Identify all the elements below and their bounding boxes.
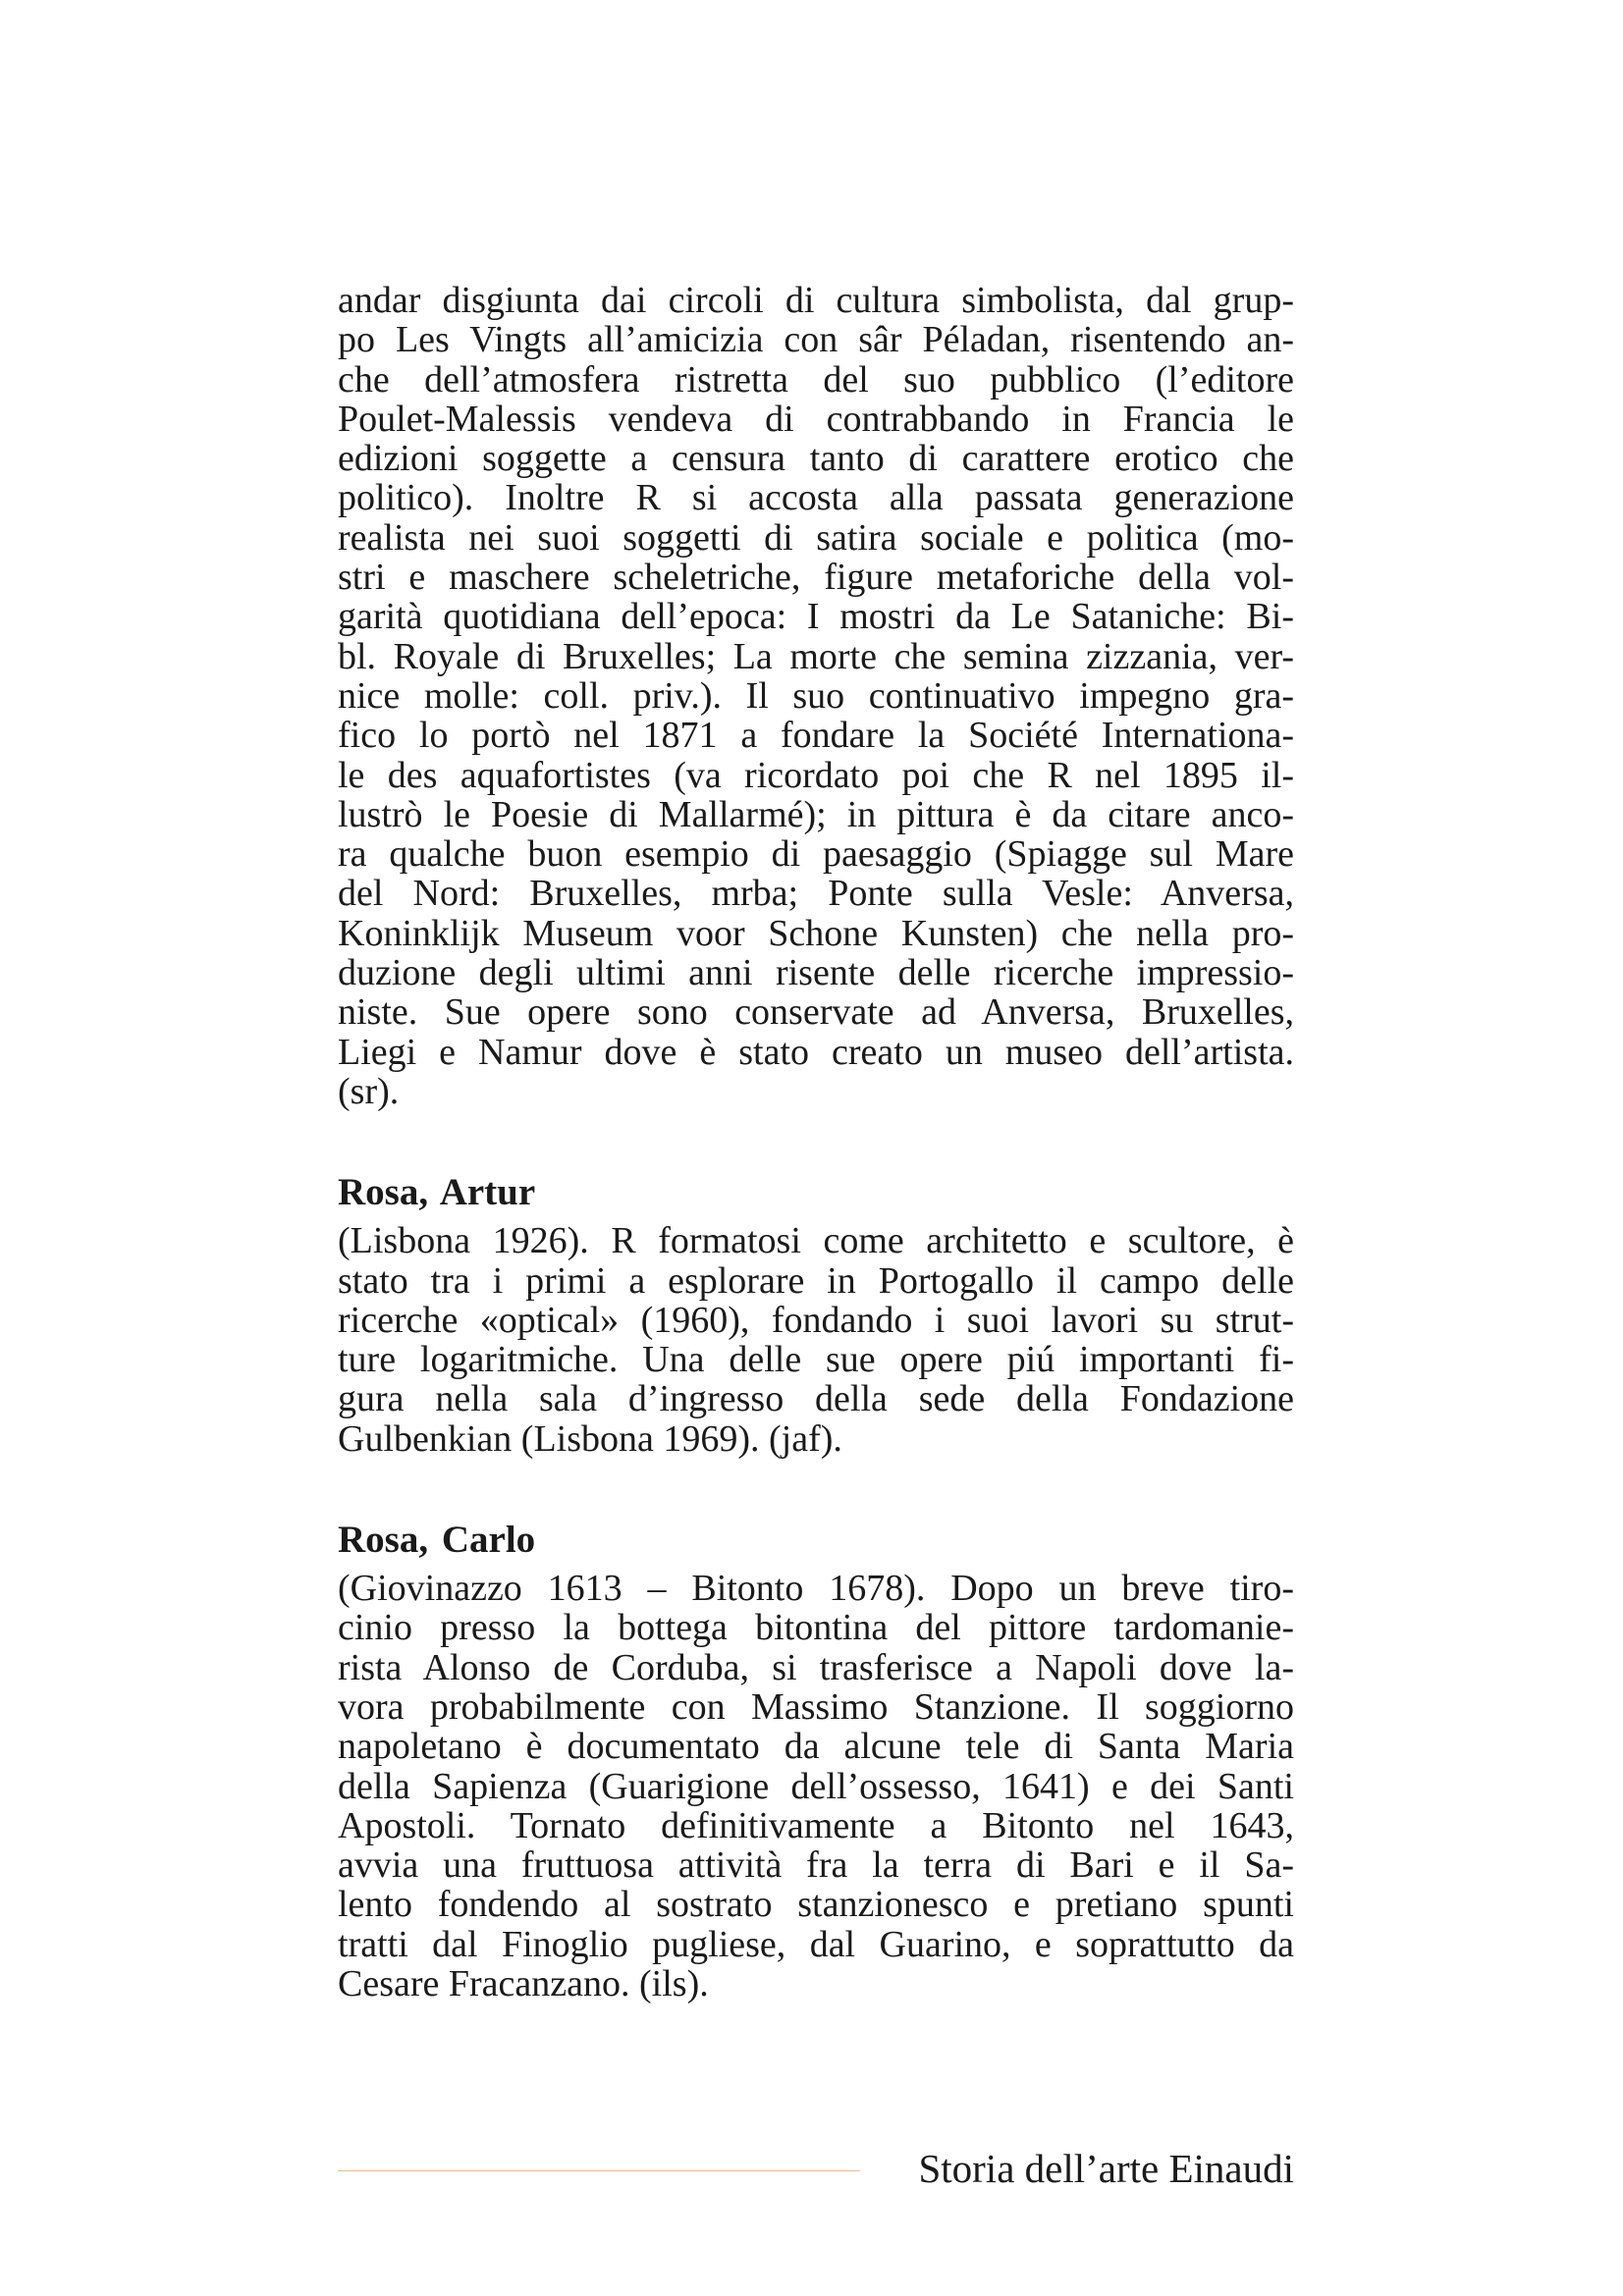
text-line: cinio presso la bottega bitontina del pittore tardomanie- [338,1607,1294,1649]
text-line: ricerche «optical» (1960), fondando i suoi lavori su strut- [338,1299,1294,1341]
text-line: gura nella sala d’ingresso della sede della Fondazione [338,1378,1294,1420]
entry-title: Rosa, Artur [338,1171,536,1214]
text-line: andar disgiunta dai circoli di cultura simbolista, dal grup- [338,280,1294,321]
text-line: edizioni soggette a censura tanto di carattere erotico che [338,438,1294,480]
page-body [338,281,1294,2003]
text-line: Liegi e Namur dove è stato creato un museo dell’artista. [338,1031,1294,1073]
text-line: lustrò le Poesie di Mallarmé); in pittura è da citare anco- [338,793,1294,835]
text-line: del Nord: Bruxelles, mrba; Ponte sulla Vesle: Anversa, [338,873,1294,915]
text-line: realista nei suoi soggetti di satira sociale e politica (mo- [338,516,1294,559]
text-line: rista Alonso de Corduba, si trasferisce a Napoli dove la- [338,1646,1294,1688]
text-line: napoletano è documentato da alcune tele di Santa Maria [338,1726,1294,1768]
text-line: nice molle: coll. priv.). Il suo continuativo impegno gra- [338,674,1294,717]
text-line: ture logaritmiche. Una delle sue opere piú importanti fi- [338,1339,1294,1381]
footer-title: Storia dell’arte Einaudi [918,2146,1294,2191]
text-line: garità quotidiana dell’epoca: I mostri da Le Sataniche: Bi- [338,596,1294,638]
text-line: lento fondendo al sostrato stanzionesco e pretiano spunti [338,1884,1294,1926]
text-line: stato tra i primi a esplorare in Portogallo il campo delle [338,1259,1294,1302]
continuation-paragraph [338,281,1294,1111]
author-initials: (sr). [338,1070,400,1112]
text-line: po Les Vingts all’amicizia con sâr Péladan, risentendo an- [338,319,1294,361]
text-line: ra qualche buon esempio di paesaggio (Spiagge sul Mare [338,833,1294,876]
text-line: tratti dal Finoglio pugliese, dal Guarino, e soprattutto da [338,1923,1294,1965]
text-line: avvia una fruttuosa attività fra la terra di Bari e il Sa- [338,1844,1294,1887]
entry-rosa-artur [338,1170,1294,1459]
text-line: Apostoli. Tornato definitivamente a Bitonto nel 1643, [338,1804,1294,1846]
text-line: stri e maschere scheletriche, figure metaforiche della vol- [338,557,1294,599]
text-line: che dell’atmosfera ristretta del suo pubblico (l’editore [338,358,1294,400]
text-line: niste. Sue opere sono conservate ad Anversa, Bruxelles, [338,991,1294,1034]
text-line: bl. Royale di Bruxelles; La morte che semina zizzania, ver- [338,635,1294,677]
entry-rosa-carlo [338,1518,1294,2003]
text-line: duzione degli ultimi anni risente delle ricerche impressio- [338,952,1294,994]
text-line: Gulbenkian (Lisbona 1969). (jaf). [338,1417,842,1460]
text-line: (Lisbona 1926). R formatosi come architetto e scultore, è [338,1220,1294,1262]
text-line: (Giovinazzo 1613 – Bitonto 1678). Dopo un breve tiro- [338,1568,1294,1610]
text-line: le des aquafortistes (va ricordato poi che R nel 1895 il- [338,754,1294,796]
text-line: vora probabilmente con Massimo Stanzione. Il soggiorno [338,1685,1294,1728]
entry-title: Rosa, Carlo [338,1519,536,1562]
text-line: Poulet-Malessis vendeva di contrabbando in Francia le [338,398,1294,440]
text-line: fico lo portò nel 1871 a fondare la Société Internationa- [338,715,1294,757]
text-line: della Sapienza (Guarigione dell’ossesso, 1641) e dei Santi [338,1765,1294,1807]
text-line: Cesare Fracanzano. (ils). [338,1962,709,2004]
footer-rule [338,2170,860,2171]
text-line: politico). Inoltre R si accosta alla passata generazione [338,477,1294,519]
text-line: Koninklijk Museum voor Schone Kunsten) che nella pro- [338,912,1294,954]
